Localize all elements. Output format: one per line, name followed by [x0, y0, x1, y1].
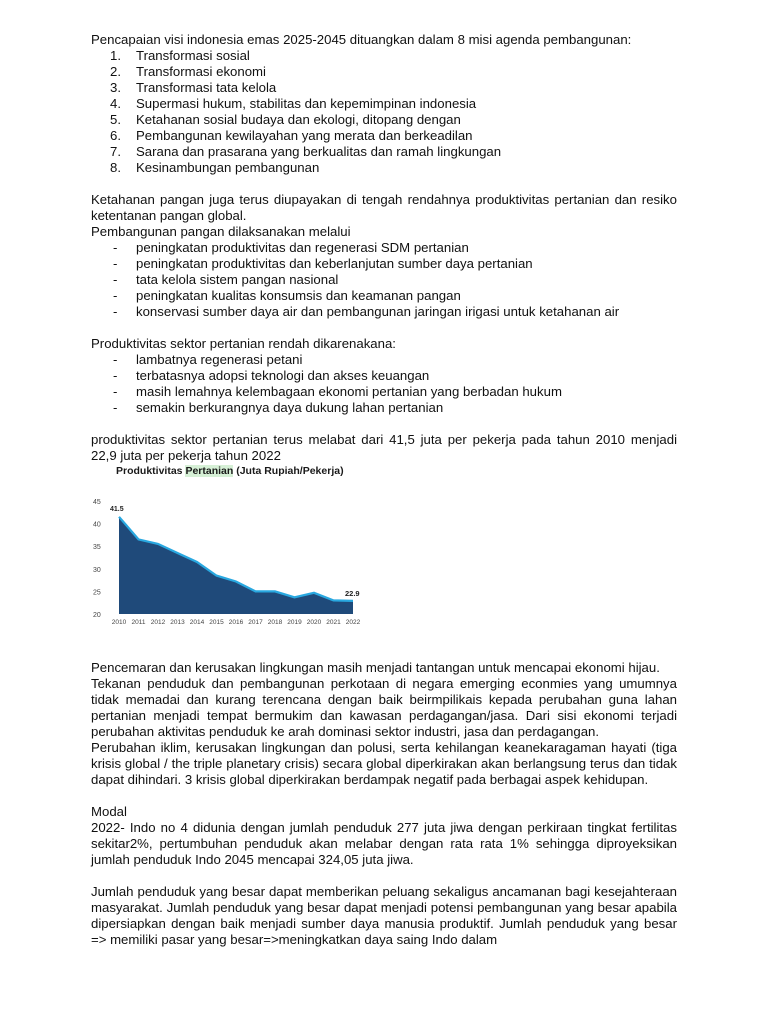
x-tick-label: 2011 [131, 619, 146, 626]
list-item-text: terbatasnya adopsi teknologi dan akses keuangan [136, 368, 430, 383]
mission-text: Sarana dan prasarana yang berkualitas dan ramah lingkungan [136, 144, 502, 159]
dash-bullet: - [113, 384, 118, 399]
intro-text: Pencapaian visi indonesia emas 2025-2045 dituangkan dalam 8 misi agenda pembangunan: [91, 32, 632, 47]
mission-list [91, 48, 677, 176]
y-tick-label: 35 [93, 544, 101, 552]
x-tick-label: 2017 [248, 619, 263, 626]
list-item-text: peningkatan produktivitas dan keberlanjutan sumber daya pertanian [136, 256, 533, 271]
dash-bullet: - [113, 304, 118, 319]
data-label-last: 22.9 [345, 588, 360, 598]
productivity-list [91, 352, 677, 416]
list-item [91, 240, 677, 256]
mission-number: 2. [110, 64, 121, 79]
list-item-text: peningkatan kualitas konsumsis dan keamanan pangan [136, 288, 461, 303]
x-tick-label: 2012 [150, 619, 166, 626]
mission-item [91, 128, 677, 144]
population-opportunity-paragraph: Jumlah penduduk yang besar dapat memberikan peluang sekaligus ancamanan bagi kesejahteraan masyarakat. Jumlah penduduk yang besar dapat menjadi potensi pembangunan yang besar apabila dipersiapkan dengan baik menjadi sumber daya manusia produktif. Jumlah penduduk yang besar => memiliki pasar yang besar=>meningkatkan daya saing Indo dalam [91, 884, 677, 947]
chart-title [116, 465, 344, 478]
urban-paragraph: Tekanan penduduk dan pembangunan perkotaan di negara emerging econmies yang umumnya tidak memadai dan kurang terencana dengan baik beirmpilikais kepada perubahan guna lahan pertanian menjadi tempat bermukim dan kawasan perdagangan/jasa. Dari sisi ekonomi terjadi perubahan aktivitas penduduk ke arah dominasi sektor industri, jasa dan perdagangan. [91, 676, 677, 739]
x-tick-label: 2021 [326, 619, 341, 626]
mission-text: Transformasi ekonomi [136, 64, 266, 79]
mission-number: 5. [110, 112, 121, 127]
environment-paragraph: Pencemaran dan kerusakan lingkungan masih menjadi tantangan untuk mencapai ekonomi hijau. [91, 660, 660, 675]
dash-bullet: - [113, 272, 118, 287]
mission-text: Transformasi sosial [136, 48, 250, 63]
y-tick-label: 25 [93, 589, 101, 597]
list-item-text: masih lemahnya kelembagaan ekonomi pertanian yang berbadan hukum [136, 384, 562, 399]
list-item [91, 288, 677, 304]
dash-bullet: - [113, 256, 118, 271]
population-paragraph: 2022- Indo no 4 didunia dengan jumlah penduduk 277 juta jiwa dengan perkiraan tingkat fertilitas sekitar2%, pertumbuhan penduduk akan melabar dengan rata rata 1% sehingga diproyeksikan jumlah penduduk Indo 2045 mencapai 324,05 juta jiwa. [91, 820, 677, 867]
dash-bullet: - [113, 240, 118, 255]
data-label-first: 41.5 [110, 505, 124, 513]
x-tick-label: 2020 [306, 619, 322, 626]
area-fill [119, 517, 353, 614]
x-tick-label: 2019 [287, 619, 302, 626]
chart-title-highlight: Pertanian [185, 465, 234, 477]
list-item [91, 272, 677, 288]
climate-paragraph: Perubahan iklim, kerusakan lingkungan dan polusi, serta kehilangan keanekaragaman hayati (tiga krisis global / the triple planetary crisis) secara global diperkirakan akan berlangsung terus dan tidak dapat dihindari. 3 krisis global diperkirakan berdampak negatif pada berbagai aspek kehidupan. [91, 740, 677, 787]
mission-number: 4. [110, 96, 121, 111]
chart-title-post: (Juta Rupiah/Pekerja) [233, 465, 344, 477]
mission-item [91, 48, 677, 64]
list-item-text: tata kelola sistem pangan nasional [136, 272, 339, 287]
dash-bullet: - [113, 368, 118, 383]
mission-text: Transformasi tata kelola [136, 80, 277, 95]
list-item-text: peningkatan produktivitas dan regenerasi SDM pertanian [136, 240, 469, 255]
mission-text: Kesinambungan pembangunan [136, 160, 320, 175]
chart-title-pre: Produktivitas [116, 465, 186, 477]
list-item-text: konservasi sumber daya air dan pembangunan jaringan irigasi untuk ketahanan air [136, 304, 620, 319]
mission-number: 7. [110, 144, 121, 159]
food-paragraph: Ketahanan pangan juga terus diupayakan di tengah rendahnya produktivitas pertanian dan resiko ketentanan pangan global. [91, 192, 677, 223]
x-tick-label: 2016 [228, 619, 244, 626]
dash-bullet: - [113, 400, 118, 415]
document-page [91, 32, 677, 948]
x-tick-label: 2018 [267, 619, 283, 626]
mission-item [91, 80, 677, 96]
mission-item [91, 160, 677, 176]
chart-svg [91, 464, 391, 660]
modal-heading: Modal [91, 804, 127, 819]
mission-number: 8. [110, 160, 121, 175]
mission-text: Supermasi hukum, stabilitas dan kepemimpinan indonesia [136, 96, 477, 111]
y-tick-label: 20 [93, 612, 101, 619]
list-item-text: semakin berkurangnya daya dukung lahan pertanian [136, 400, 444, 415]
dash-bullet: - [113, 288, 118, 303]
dash-bullet: - [113, 352, 118, 367]
x-tick-label: 2015 [209, 619, 224, 626]
mission-item [91, 112, 677, 128]
list-item [91, 256, 677, 272]
mission-number: 1. [110, 48, 121, 63]
x-tick-label: 2014 [189, 619, 205, 626]
productivity-summary: produktivitas sektor pertanian terus melabat dari 41,5 juta per pekerja pada tahun 2010 menjadi 22,9 juta per pekerja tahun 2022 [91, 432, 677, 463]
y-tick-label: 30 [93, 566, 101, 574]
productivity-chart [91, 464, 391, 660]
mission-text: Pembangunan kewilayahan yang merata dan berkeadilan [136, 128, 473, 143]
x-tick-label: 2010 [111, 619, 127, 626]
list-item [91, 368, 677, 384]
mission-item [91, 144, 677, 160]
mission-text: Ketahanan sosial budaya dan ekologi, ditopang dengan [136, 112, 461, 127]
y-tick-label: 40 [93, 521, 101, 529]
mission-item [91, 64, 677, 80]
productivity-lead: Produktivitas sektor pertanian rendah dikarenakana: [91, 336, 396, 351]
x-tick-label: 2013 [170, 619, 185, 626]
list-item [91, 352, 677, 368]
mission-number: 3. [110, 80, 121, 95]
y-tick-label: 45 [93, 499, 101, 506]
list-item [91, 400, 677, 416]
x-tick-label: 2022 [345, 619, 361, 626]
mission-item [91, 96, 677, 112]
food-list [91, 240, 677, 320]
list-item-text: lambatnya regenerasi petani [136, 352, 303, 367]
list-item [91, 384, 677, 400]
list-item [91, 304, 677, 320]
mission-number: 6. [110, 128, 121, 143]
food-lead: Pembangunan pangan dilaksanakan melalui [91, 224, 351, 239]
